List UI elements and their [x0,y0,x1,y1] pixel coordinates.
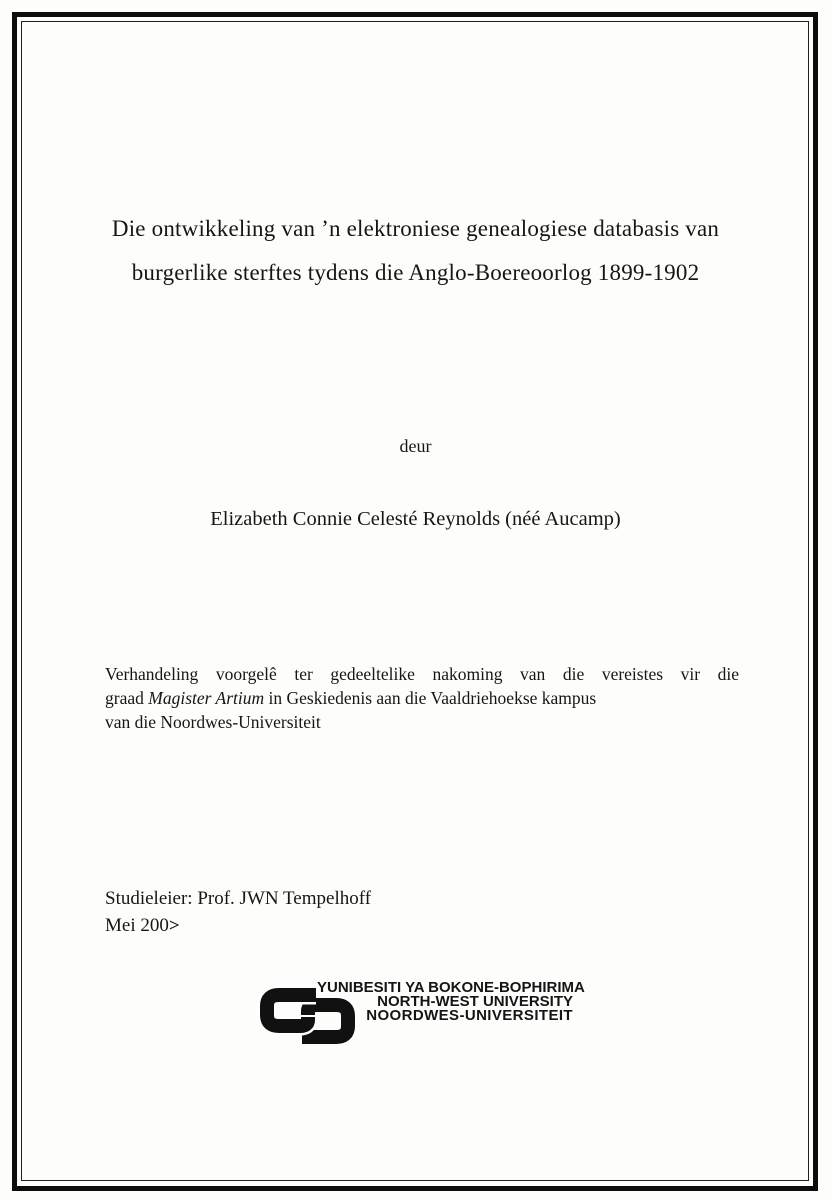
date-line [105,913,371,940]
date-prefix: Mei 200 [105,914,169,936]
date-final-digit-glyph: > [168,915,180,936]
logo-text-english: NORTH-WEST UNIVERSITY [377,993,573,1011]
thesis-title-line1: Die ontwikkeling van ’n elektroniese genealogiese databasis van [111,216,720,241]
degree-name-italic: Magister Artium [148,688,265,708]
degree-statement-line3: van die Noordwes-Universiteit [105,712,321,732]
university-logo-text [317,979,585,1025]
degree-statement-line2 [105,686,739,710]
logo-text-setswana: YUNIBESITI YA BOKONE-BOPHIRIMA [317,979,585,996]
logo-text-afrikaans: NOORDWES-UNIVERSITEIT [366,1007,573,1025]
byline-deur: deur [399,436,432,456]
degree-statement-line1: Verhandeling voorgelê ter gedeeltelike nakoming van die vereistes vir die [105,664,739,684]
statement-line2-pre: graad [105,688,149,708]
thesis-title-line2: burgerlike sterftes tydens die Anglo-Boereoorlog 1899-1902 [131,260,700,285]
author-name: Elizabeth Connie Celesté Reynolds (néé Aucamp) [210,508,621,530]
statement-line2-post: in Geskiedenis aan die Vaaldriehoekse kampus [264,688,597,708]
university-logo [257,980,587,1050]
supervisor-line: Studieleier: Prof. JWN Tempelhoff [105,888,372,909]
supervisor-block [105,886,371,939]
thesis-title [60,207,771,295]
degree-statement [105,662,739,734]
